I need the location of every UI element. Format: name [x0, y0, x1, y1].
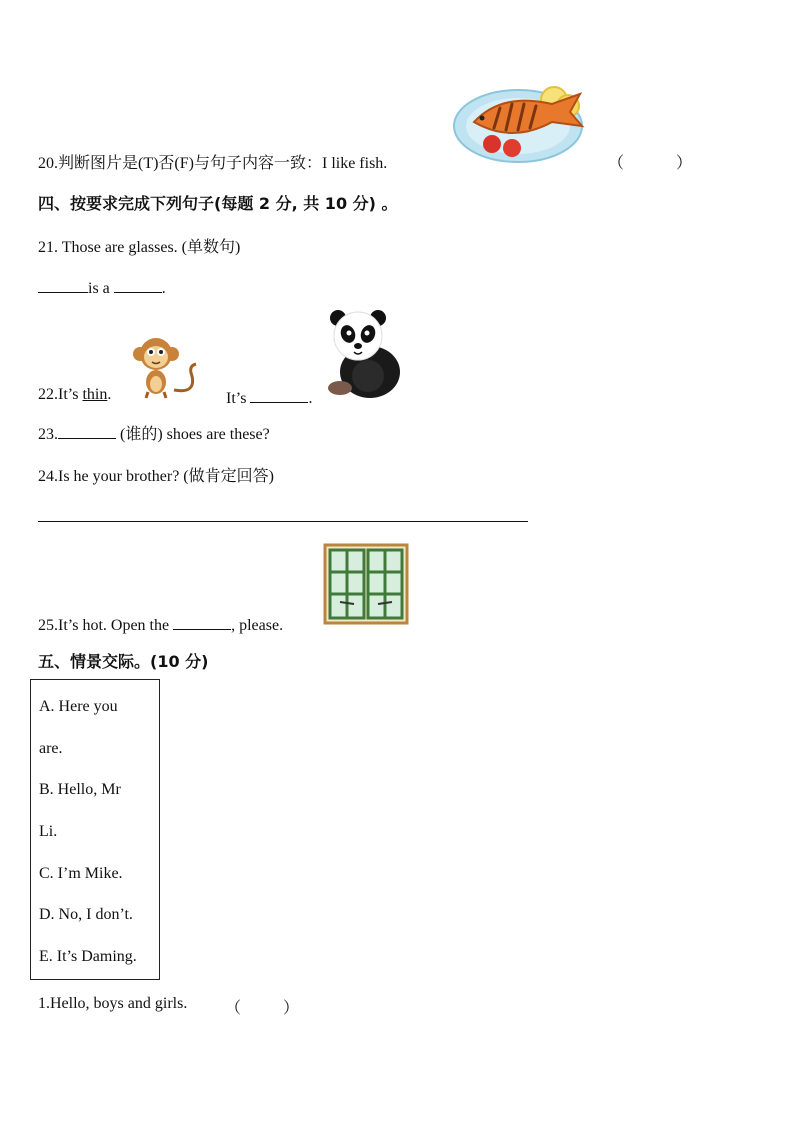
option-d: D. No, I don’t. [39, 906, 133, 923]
q22-line: 22.It’s thin. [38, 386, 112, 403]
q25-line[interactable]: 25.It’s hot. Open the , please. [38, 613, 283, 635]
option-b-line1: B. Hello, Mr [39, 781, 121, 798]
q23-line[interactable]: 23. (谁的) shoes are these? [38, 421, 270, 444]
q20-text: 20.判断图片是(T)否(F)与句子内容一致：I like fish. [38, 155, 388, 172]
fish-plate-icon [452, 82, 602, 166]
section-5-title: 五、情景交际。(10 分) [38, 652, 209, 671]
q20-answer-parens[interactable]: （ ） [608, 155, 693, 172]
q24-answer-line[interactable] [38, 521, 528, 522]
q22-answer[interactable]: It’s . [226, 386, 312, 408]
option-e: E. It’s Daming. [39, 948, 137, 965]
option-a-line1: A. Here you [39, 698, 118, 715]
window-icon [324, 544, 408, 624]
q22-underlined-word: thin [82, 386, 108, 403]
option-c: C. I’m Mike. [39, 865, 123, 882]
q1-answer-parens[interactable]: （ ） [225, 1000, 300, 1017]
q24-text: 24.Is he your brother? (做肯定回答) [38, 468, 274, 485]
options-box [30, 679, 160, 980]
monkey-icon [130, 336, 204, 400]
option-b-line2: Li. [39, 823, 58, 840]
q21-answer-line[interactable]: is a . [38, 276, 166, 298]
q21-text: 21. Those are glasses. (单数句) [38, 239, 241, 256]
panda-icon [324, 306, 404, 400]
option-a-line2: are. [39, 740, 63, 757]
q1-text: 1.Hello, boys and girls. [38, 995, 188, 1012]
section-4-title: 四、按要求完成下列句子(每题 2 分, 共 10 分) 。 [38, 194, 398, 213]
